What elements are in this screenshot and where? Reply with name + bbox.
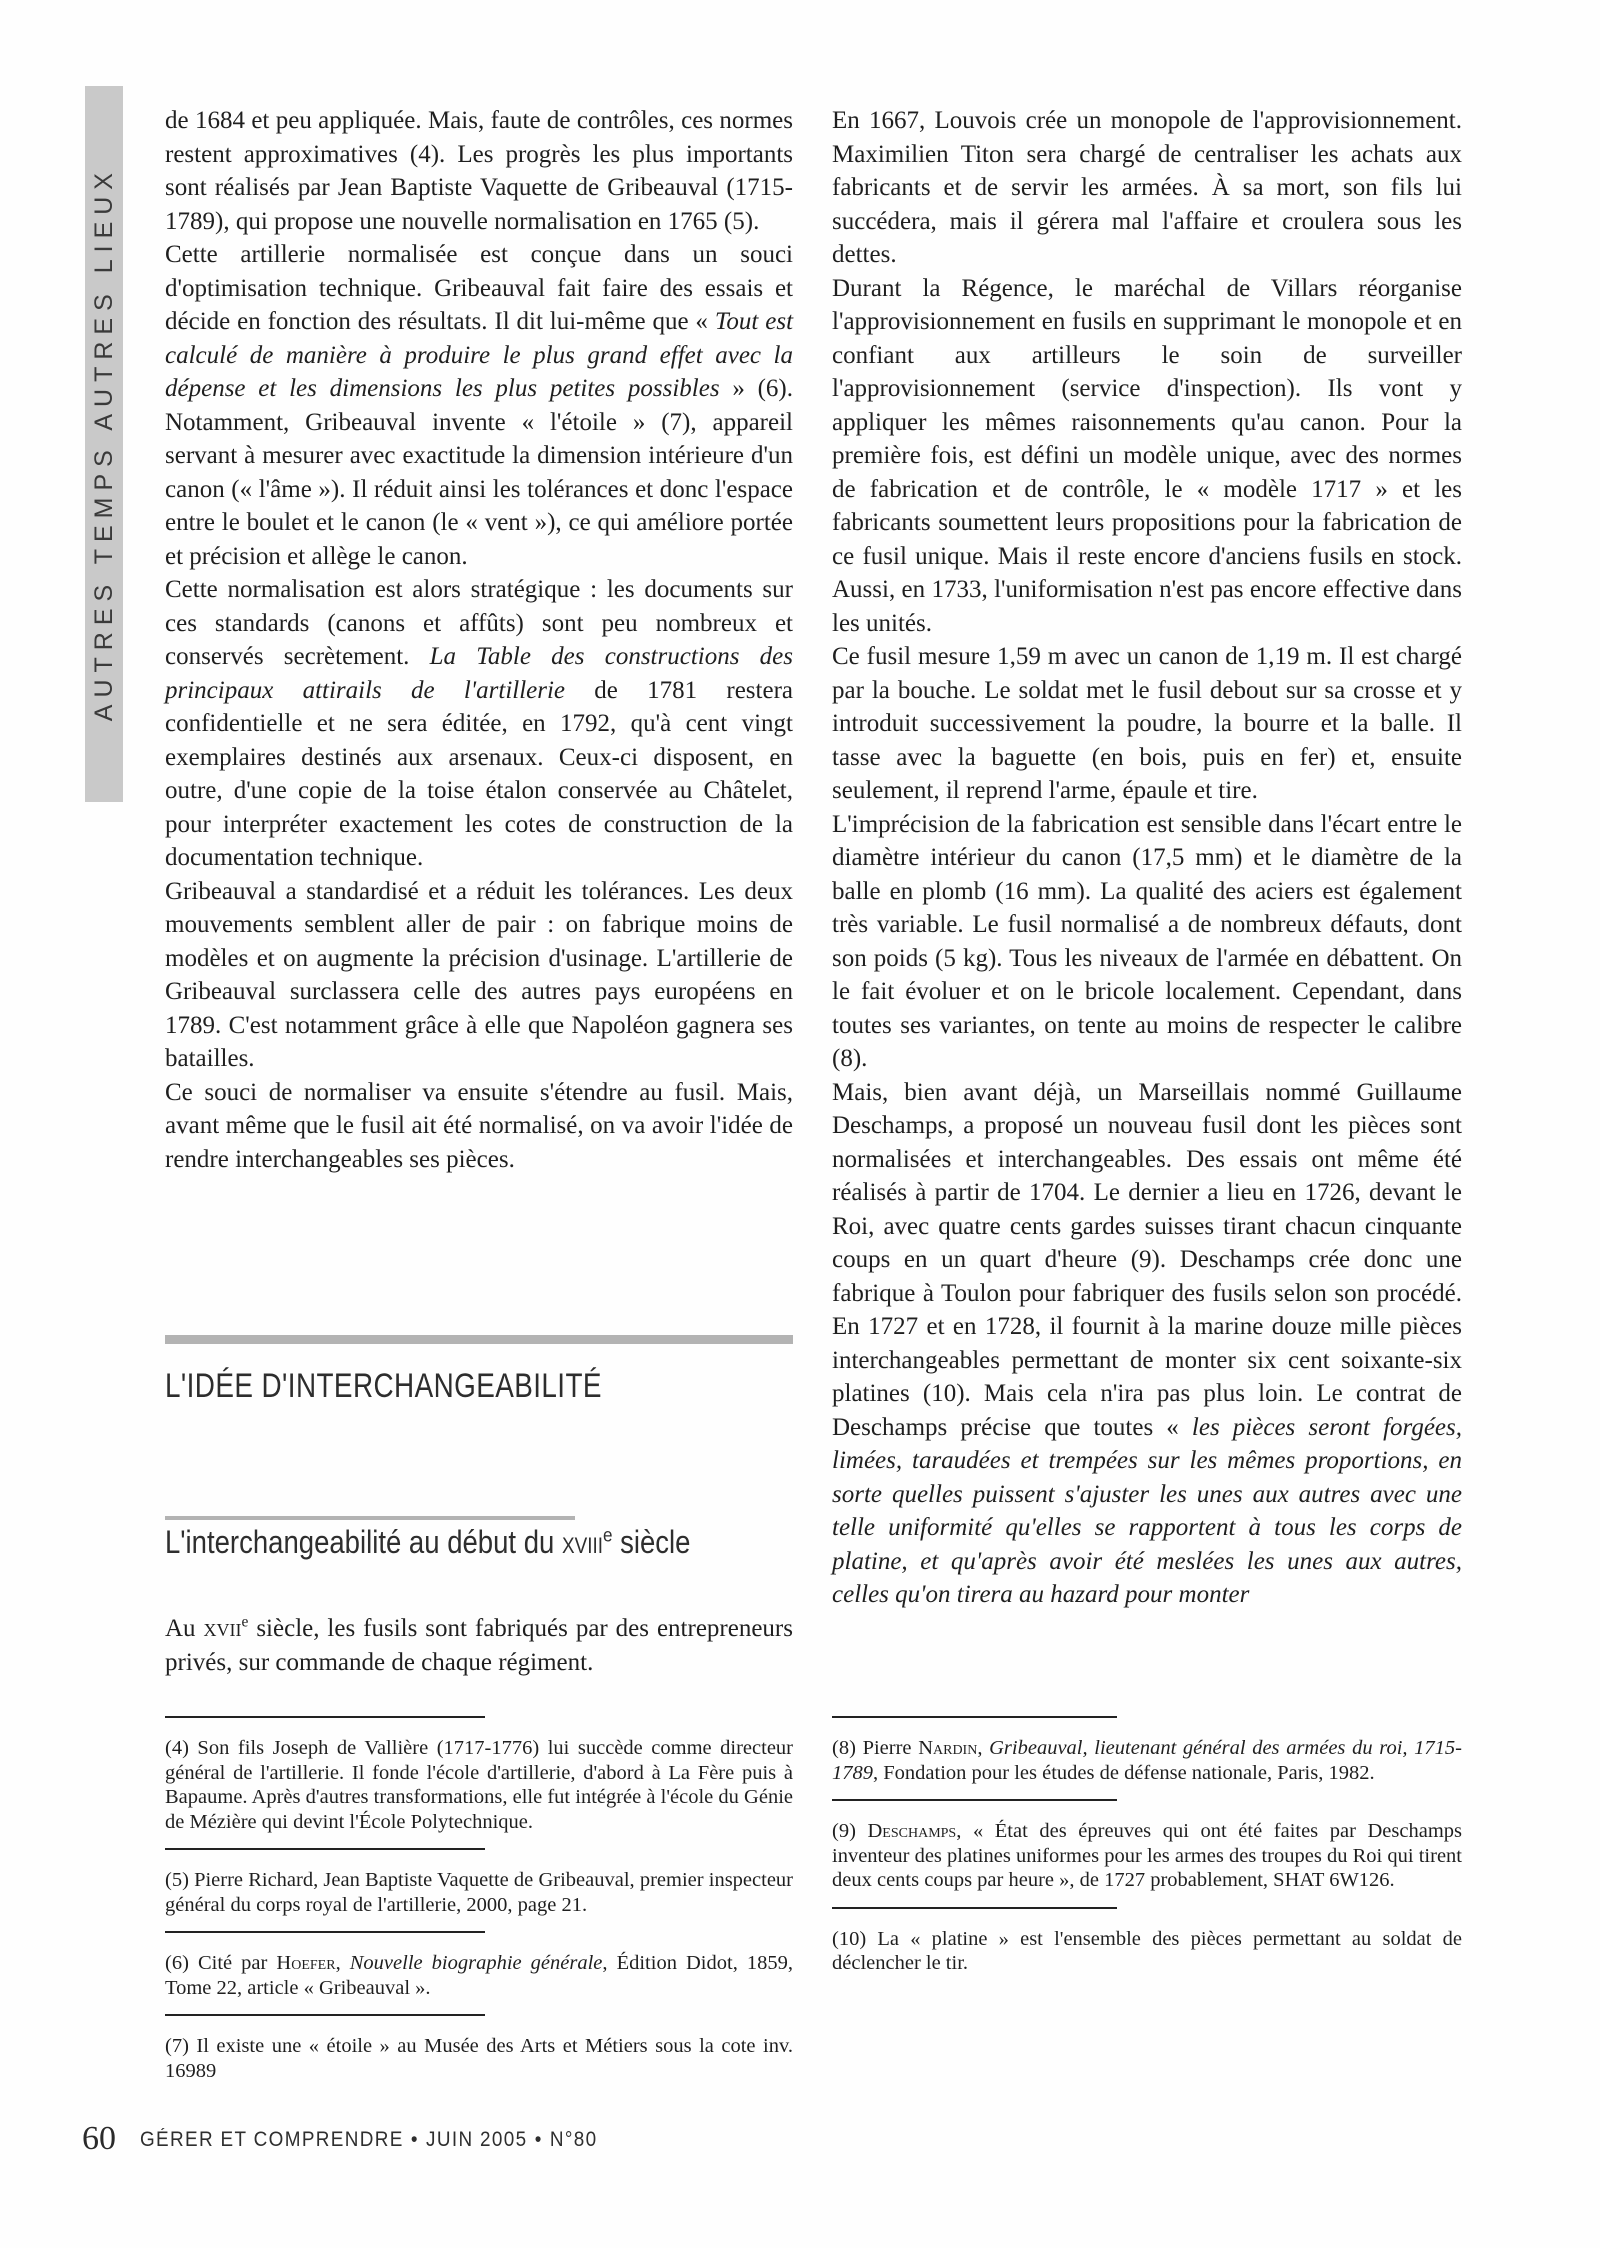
footer-bullet: • [410,2128,419,2151]
journal-number: N°80 [549,2128,598,2151]
body-paragraph: Au xvii$^e$ siècle, les fusils sont fabriqués par des entrepreneurs privés, sur commande de chaque régiment. [165,1613,793,1676]
body-paragraph: Durant la Régence, le maréchal de Villars réorganise l'approvisionnement en fusils en supprimant le monopole et en confiant aux artilleurs le soin de surveiller l'approvisionnement (service d'inspection). Ils vont y appliquer les mêmes raisonnements qu'au canon. Pour la première fois, est défini un modèle unique, avec des normes de fabrication et de contrôle, le « modèle 1717 » et les fabricants soumettent leurs propositions pour la fabrication de ce fusil unique. Mais il reste encore d'anciens fusils en stock. Aussi, en 1733, l'uniformisation n'est pas encore effective dans les unités. [832,274,1462,637]
section-rule-thick [165,1335,793,1344]
body-paragraph: de 1684 et peu appliquée. Mais, faute de contrôles, ces normes restent approximatives (4). Les progrès les plus importants sont réalisés par Jean Baptiste Vaquette de Gribeauval (1715-1789), qui propose une nouvelle normalisation en 1765 (5). [165,107,793,235]
body-paragraph: Ce souci de normaliser va ensuite s'étendre au fusil. Mais, avant même que le fusil ait été normalisé, on va avoir l'idée de rendre interchangeables ses pièces. [165,1078,793,1173]
footnote: (6) Cité par Hoefer, Nouvelle biographie générale, Édition Didot, 1859, Tome 22, article « Gribeauval ». [165,1952,793,1999]
footnote-separator [832,1907,1117,1909]
footnotes-left [165,1716,793,2097]
left-column [165,104,793,1176]
vertical-banner-label: AUTRES TEMPS AUTRES LIEUX [89,166,118,722]
footnote: (4) Son fils Joseph de Vallière (1717-1776) lui succède comme directeur général de l'artillerie. Il fonde l'école d'artillerie, d'abord à La Fère puis à Bapaume. Après d'autres transformations, elle fut intégrée à l'école du Génie de Mézière qui devint l'École Polytechnique. [165,1737,793,1833]
footnotes-right [832,1716,1462,1990]
journal-issue: JUIN 2005 [426,2128,528,2151]
footnote-separator [832,1799,1117,1801]
footnote-separator [165,1716,485,1718]
body-paragraph: Cette artillerie normalisée est conçue dans un souci d'optimisation technique. Gribeauval fait faire des essais et décide en fonction des résultats. Il dit lui-même que « Tout est calculé de manière à produire le plus grand effet avec la dépense et les dimensions les plus petites possibles » (6). Notamment, Gribeauval invente « l'étoile » (7), appareil servant à mesurer avec exactitude la dimension intérieure d'un canon (« l'âme »). Il réduit ainsi les tolérances et donc l'espace entre le boulet et le canon (le « vent »), ce qui améliore portée et précision et allège le canon. [165,241,794,570]
footnote-separator [165,1931,485,1933]
footnote: (10) La « platine » est l'ensemble des pièces permettant au soldat de déclencher le tir. [832,1927,1462,1974]
footnote: (9) Deschamps, « État des épreuves qui ont été faites par Deschamps inventeur des platines uniformes pour les armes des troupes du Roi qui tirent deux cents coups par heure », de 1727 probablement, SHAT 6W126. [832,1820,1463,1891]
footnote-separator [832,1716,1117,1718]
body-paragraph: En 1667, Louvois crée un monopole de l'approvisionnement. Maximilien Titon sera chargé de centraliser les achats aux fabricants et de servir les armées. À sa mort, son fils lui succédera, mais il gérera mal l'affaire et croulera sous les dettes. [832,107,1462,268]
body-paragraph: Cette normalisation est alors stratégique : les documents sur ces standards (canons et affûts) sont peu nombreux et conservés secrètement. La Table des constructions des principaux attirails de l'artillerie de 1781 restera confidentielle et ne sera éditée, en 1792, qu'à cent vingt exemplaires destinés aux arsenaux. Ceux-ci disposent, en outre, d'une copie de la toise étalon conservée au Châtelet, pour interpréter exactement les cotes de construction de la documentation technique. [165,576,793,871]
intro-paragraph-block [165,1612,793,1679]
footnote-separator [165,1848,485,1850]
section-heading: L'IDÉE D'INTERCHANGEABILITÉ [165,1367,602,1405]
footnote: (5) Pierre Richard, Jean Baptiste Vaquette de Gribeauval, premier inspecteur général du corps royal de l'artillerie, 2000, page 21. [165,1869,793,1916]
body-paragraph: L'imprécision de la fabrication est sensible dans l'écart entre le diamètre intérieur du canon (17,5 mm) et le diamètre de la balle en plomb (16 mm). La qualité des aciers est également très variable. Le fusil normalisé a de nombreux défauts, dont son poids (5 kg). Tous les niveaux de l'armée en débattent. On le fait évoluer et on le bricole localement. Cependant, dans toutes ses variantes, on tente au moins de respecter le calibre (8). [832,810,1462,1072]
subsection-heading: L'interchangeabilité au début du xviii$^e$ siècle [165,1524,691,1560]
journal-footer [140,2128,598,2152]
section-rule-thin [165,1516,575,1520]
right-column [832,104,1462,1612]
journal-title: GÉRER ET COMPRENDRE [140,2128,404,2151]
page-number: 60 [82,2120,116,2157]
footer-bullet: • [534,2128,543,2151]
body-paragraph: Ce fusil mesure 1,59 m avec un canon de 1,19 m. Il est chargé par la bouche. Le soldat met le fusil debout sur sa crosse et y introduit successivement la poudre, la bourre et la balle. Il tasse avec la baguette (en bois, puis en fer) et, ensuite seulement, il reprend l'arme, épaule et tire. [832,643,1462,804]
body-paragraph: Mais, bien avant déjà, un Marseillais nommé Guillaume Deschamps, a proposé un nouveau fusil dont les pièces sont normalisées et interchangeables. Des essais ont même été réalisés à partir de 1704. Le dernier a lieu en 1726, devant le Roi, avec quatre cents gardes suisses tirant chacun cinquante coups en un quart d'heure (9). Deschamps crée donc une fabrique à Toulon pour fabriquer des fusils selon son procédé. En 1727 et en 1728, il fournit à la marine douze mille pièces interchangeables permettant de monter six cent soixante-six platines (10). Mais cela n'ira pas plus loin. Le contrat de Deschamps précise que toutes « les pièces seront forgées, limées, taraudées et trempées sur les mêmes proportions, en sorte quelles puissent s'ajuster les unes aux autres avec une telle uniformité qu'elles se rapportent à tous les corps de platine, et qu'après avoir été meslées les unes aux autres, celles qu'on tirera au hazard pour monter [832,1078,1462,1608]
footnote: (8) Pierre Nardin, Gribeauval, lieutenant général des armées du roi, 1715-1789, Fondation pour les études de défense nationale, Paris, 1982. [832,1737,1463,1784]
vertical-banner [85,86,123,802]
footnote-separator [165,2014,485,2016]
footnote: (7) Il existe une « étoile » au Musée des Arts et Métiers sous la cote inv. 16989 [165,2035,793,2082]
body-paragraph: Gribeauval a standardisé et a réduit les tolérances. Les deux mouvements semblent aller de pair : on fabrique moins de modèles et on augmente la précision d'usinage. L'artillerie de Gribeauval surclassera celle des autres pays européens en 1789. C'est notamment grâce à elle que Napoléon gagnera ses batailles. [165,877,793,1072]
